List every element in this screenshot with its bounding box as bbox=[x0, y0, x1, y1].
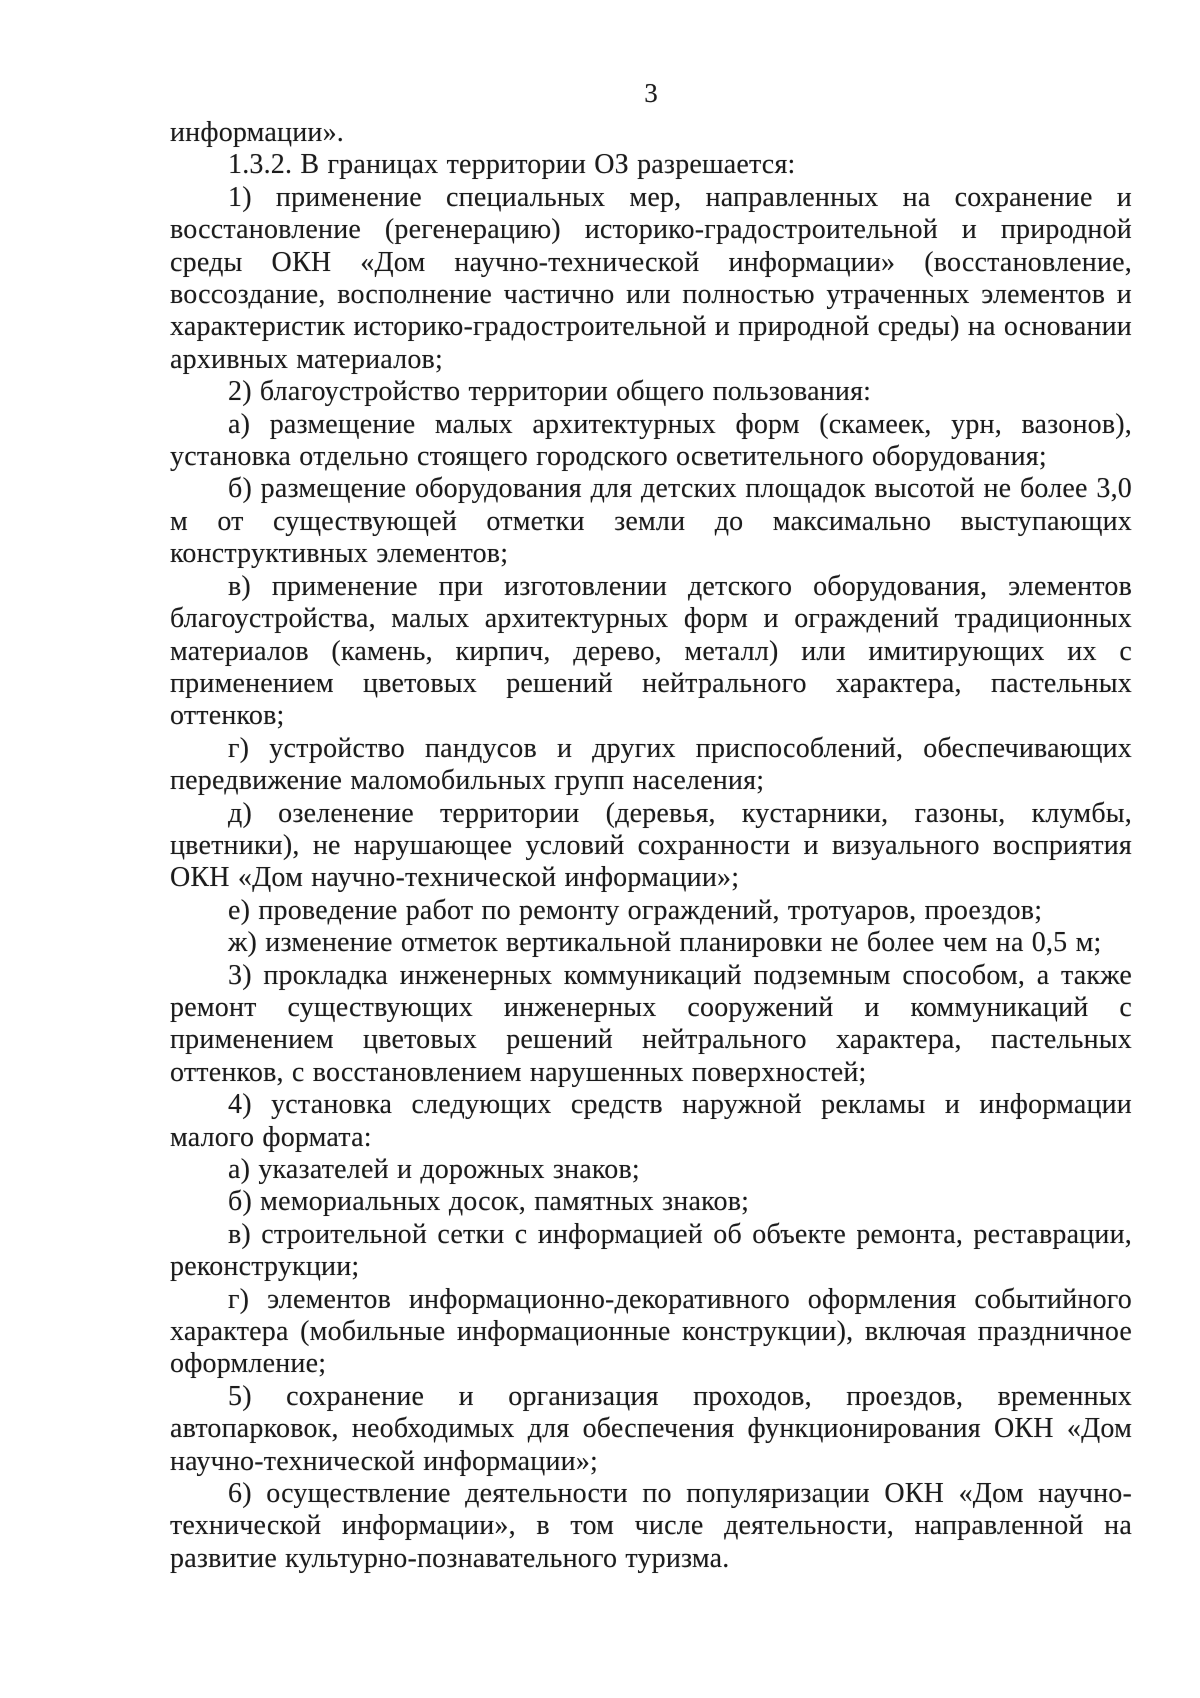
document-body bbox=[170, 117, 1132, 1575]
paragraph: информации». bbox=[170, 117, 344, 148]
paragraph: ж) изменение отметок вертикальной планировки не более чем на 0,5 м; bbox=[228, 927, 1102, 959]
paragraph: б) мемориальных досок, памятных знаков; bbox=[228, 1186, 750, 1218]
paragraph: г) устройство пандусов и других приспособлений, обеспечивающих передвижение маломобильных групп населения; bbox=[170, 732, 1132, 797]
paragraph: д) озеленение территории (деревья, кустарники, газоны, клумбы, цветники), не нарушающее условий сохранности и визуального восприятия ОКН «Дом научно-технической информации»; bbox=[170, 797, 1132, 894]
paragraph: б) размещение оборудования для детских площадок высотой не более 3,0 м от существующей отметки земли до максимально выступающих конструктивных элементов; bbox=[170, 473, 1132, 570]
paragraph: 1.3.2. В границах территории ОЗ разрешается: bbox=[228, 149, 796, 181]
paragraph: 1) применение специальных мер, направленных на сохранение и восстановление (регенерацию) историко-градостроительной и природной среды ОКН «Дом научно-технической информации» (восстановление, воссоздание, восполнение частично или полностью утраченных элементов и характеристик историко-градостроительной и природной среды) на основании архивных материалов; bbox=[170, 181, 1132, 375]
paragraph: 6) осуществление деятельности по популяризации ОКН «Дом научно-технической информации», в том числе деятельности, направленной на развитие культурно-познавательного туризма. bbox=[170, 1478, 1132, 1574]
paragraph: 2) благоустройство территории общего пользования: bbox=[228, 376, 872, 408]
paragraph: е) проведение работ по ремонту ограждений, тротуаров, проездов; bbox=[228, 894, 1043, 926]
paragraph: в) строительной сетки с информацией об объекте ремонта, реставрации, реконструкции; bbox=[170, 1218, 1132, 1283]
paragraph: в) применение при изготовлении детского оборудования, элементов благоустройства, малых архитектурных форм и ограждений традиционных материалов (камень, кирпич, дерево, металл) или имитирующих их с применением цветовых решений нейтрального характера, пастельных оттенков; bbox=[170, 570, 1132, 732]
paragraph: 4) установка следующих средств наружной рекламы и информации малого формата: bbox=[170, 1089, 1132, 1153]
paragraph: 5) сохранение и организация проходов, проездов, временных автопарковок, необходимых для обеспечения функционирования ОКН «Дом научно-технической информации»; bbox=[170, 1380, 1132, 1477]
paragraph: а) указателей и дорожных знаков; bbox=[228, 1154, 640, 1185]
text-column bbox=[170, 78, 1132, 1575]
paragraph: а) размещение малых архитектурных форм (скамеек, урн, вазонов), установка отдельно стоящего городского осветительного оборудования; bbox=[170, 408, 1132, 473]
paragraph: г) элементов информационно-декоративного оформления событийного характера (мобильные информационные конструкции), включая праздничное оформление; bbox=[170, 1283, 1132, 1380]
page-number: 3 bbox=[644, 78, 658, 108]
paragraph: 3) прокладка инженерных коммуникаций подземным способом, а также ремонт существующих инженерных сооружений и коммуникаций с применением цветовых решений нейтрального характера, пастельных оттенков, с восстановлением нарушенных поверхностей; bbox=[170, 959, 1132, 1088]
